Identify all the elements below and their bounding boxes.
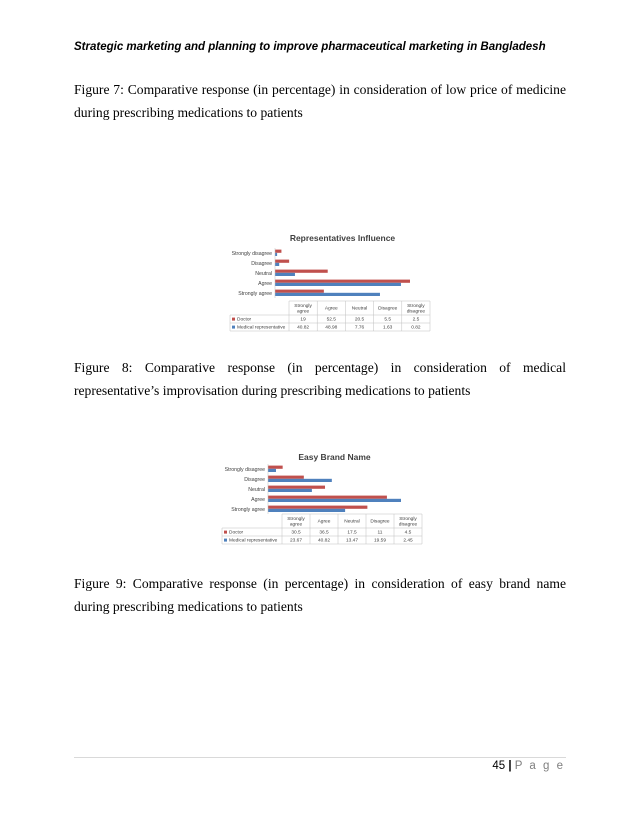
running-header: Strategic marketing and planning to improve pharmaceutical marketing in Bangladesh <box>74 41 546 53</box>
data-label-medical-representative-2: 7.76 <box>354 325 365 331</box>
data-label-doctor-4: 2.5 <box>412 317 420 323</box>
table-header-disagree: Disagree <box>370 519 390 525</box>
category-label-strongly-disagree: Strongly disagree <box>224 467 265 473</box>
data-label-medical-representative-2: 13.47 <box>345 538 359 544</box>
category-label-agree: Agree <box>258 281 272 287</box>
category-label-disagree: Disagree <box>244 477 265 483</box>
data-label-medical-representative-0: 23.67 <box>289 538 303 544</box>
footer-divider <box>74 757 566 758</box>
legend-key-doctor <box>232 318 235 321</box>
table-header-neutral: Neutral <box>351 306 368 312</box>
figure-9-caption: Figure 9: Comparative response (in percentage) in consideration of easy brand name during prescribing medications to patients <box>74 576 566 614</box>
page-number: 45 <box>492 760 506 772</box>
figure-7-caption: Figure 7: Comparative response (in percentage) in consideration of low price of medicine during prescribing medications to patients <box>74 82 566 120</box>
bar-medical-representative-strongly-disagree <box>275 253 277 256</box>
data-label-medical-representative-1: 48.98 <box>325 325 338 331</box>
bar-medical-representative-strongly-disagree <box>268 469 276 472</box>
data-label-doctor-0: 19 <box>300 317 306 323</box>
table-header-neutral: Neutral <box>344 519 360 525</box>
bar-doctor-strongly-agree <box>275 290 324 293</box>
category-label-neutral: Neutral <box>255 271 272 277</box>
bar-doctor-neutral <box>275 270 328 273</box>
bar-medical-representative-agree <box>275 283 401 286</box>
legend-key-medical-representative <box>232 326 235 329</box>
data-label-medical-representative-4: 2.45 <box>403 538 413 544</box>
table-header-strongly-disagree: Strongly disagree <box>398 517 418 528</box>
page-label: P a g e <box>514 760 565 772</box>
bar-doctor-disagree <box>275 260 289 263</box>
legend-key-doctor <box>224 531 227 534</box>
bar-doctor-neutral <box>268 486 325 489</box>
category-label-neutral: Neutral <box>248 487 265 493</box>
data-label-doctor-2: 20.5 <box>354 317 365 323</box>
bar-medical-representative-disagree <box>268 479 332 482</box>
table-header-strongly-agree: Strongly agree <box>287 517 305 528</box>
chart-title: Representatives Influence <box>289 233 396 243</box>
table-header-strongly-agree: Strongly agree <box>294 304 312 315</box>
bar-doctor-strongly-disagree <box>275 250 281 253</box>
data-label-medical-representative-3: 1.63 <box>383 325 393 331</box>
bar-doctor-strongly-disagree <box>268 466 283 469</box>
table-header-strongly-disagree: Strongly disagree <box>406 304 426 315</box>
bar-medical-representative-neutral <box>268 489 312 492</box>
legend-label-doctor: Doctor <box>229 530 244 536</box>
chart-title: Easy Brand Name <box>298 452 371 462</box>
chart-svg <box>218 445 424 555</box>
bar-doctor-agree <box>275 280 410 283</box>
legend-label-medical-representative: Medical representative <box>229 538 278 544</box>
table-header-agree: Agree <box>324 306 338 312</box>
bar-medical-representative-disagree <box>275 263 279 266</box>
data-label-doctor-2: 17.5 <box>347 530 357 536</box>
data-label-doctor-3: 11 <box>377 530 383 536</box>
category-label-strongly-disagree: Strongly disagree <box>231 251 272 257</box>
data-label-medical-representative-3: 19.59 <box>373 538 387 544</box>
legend-label-doctor: Doctor <box>237 317 252 323</box>
data-label-medical-representative-4: 0.82 <box>411 325 421 331</box>
category-label-disagree: Disagree <box>251 261 272 267</box>
legend-label-medical-representative: Medical representative <box>237 325 286 331</box>
table-header-agree: Agree <box>317 519 331 525</box>
bar-medical-representative-neutral <box>275 273 295 276</box>
page-footer <box>492 760 565 772</box>
data-label-medical-representative-1: 40.82 <box>317 538 331 544</box>
category-label-strongly-agree: Strongly agree <box>231 507 265 513</box>
bar-doctor-agree <box>268 496 387 499</box>
bar-medical-representative-strongly-agree <box>275 293 380 296</box>
chart-easy-brand-name <box>218 445 424 560</box>
category-label-strongly-agree: Strongly agree <box>238 291 272 297</box>
chart-svg <box>226 226 432 348</box>
legend-key-medical-representative <box>224 539 227 542</box>
figure-8-caption: Figure 8: Comparative response (in percentage) in consideration of medical representative’s improvisation during prescribing medications to patients <box>74 360 566 398</box>
data-label-doctor-4: 4.5 <box>404 530 412 536</box>
chart-representatives-influence <box>226 226 432 353</box>
data-label-doctor-0: 30.5 <box>291 530 301 536</box>
data-label-medical-representative-0: 40.82 <box>297 325 310 331</box>
bar-doctor-strongly-agree <box>268 506 367 509</box>
bar-medical-representative-agree <box>268 499 401 502</box>
data-label-doctor-1: 36.5 <box>319 530 329 536</box>
data-label-doctor-1: 52.5 <box>326 317 336 323</box>
table-header-disagree: Disagree <box>378 306 398 312</box>
bar-medical-representative-strongly-agree <box>268 509 345 512</box>
bar-doctor-disagree <box>268 476 304 479</box>
category-label-agree: Agree <box>251 497 265 503</box>
data-label-doctor-3: 5.5 <box>384 317 392 323</box>
footer-separator: | <box>508 760 512 772</box>
